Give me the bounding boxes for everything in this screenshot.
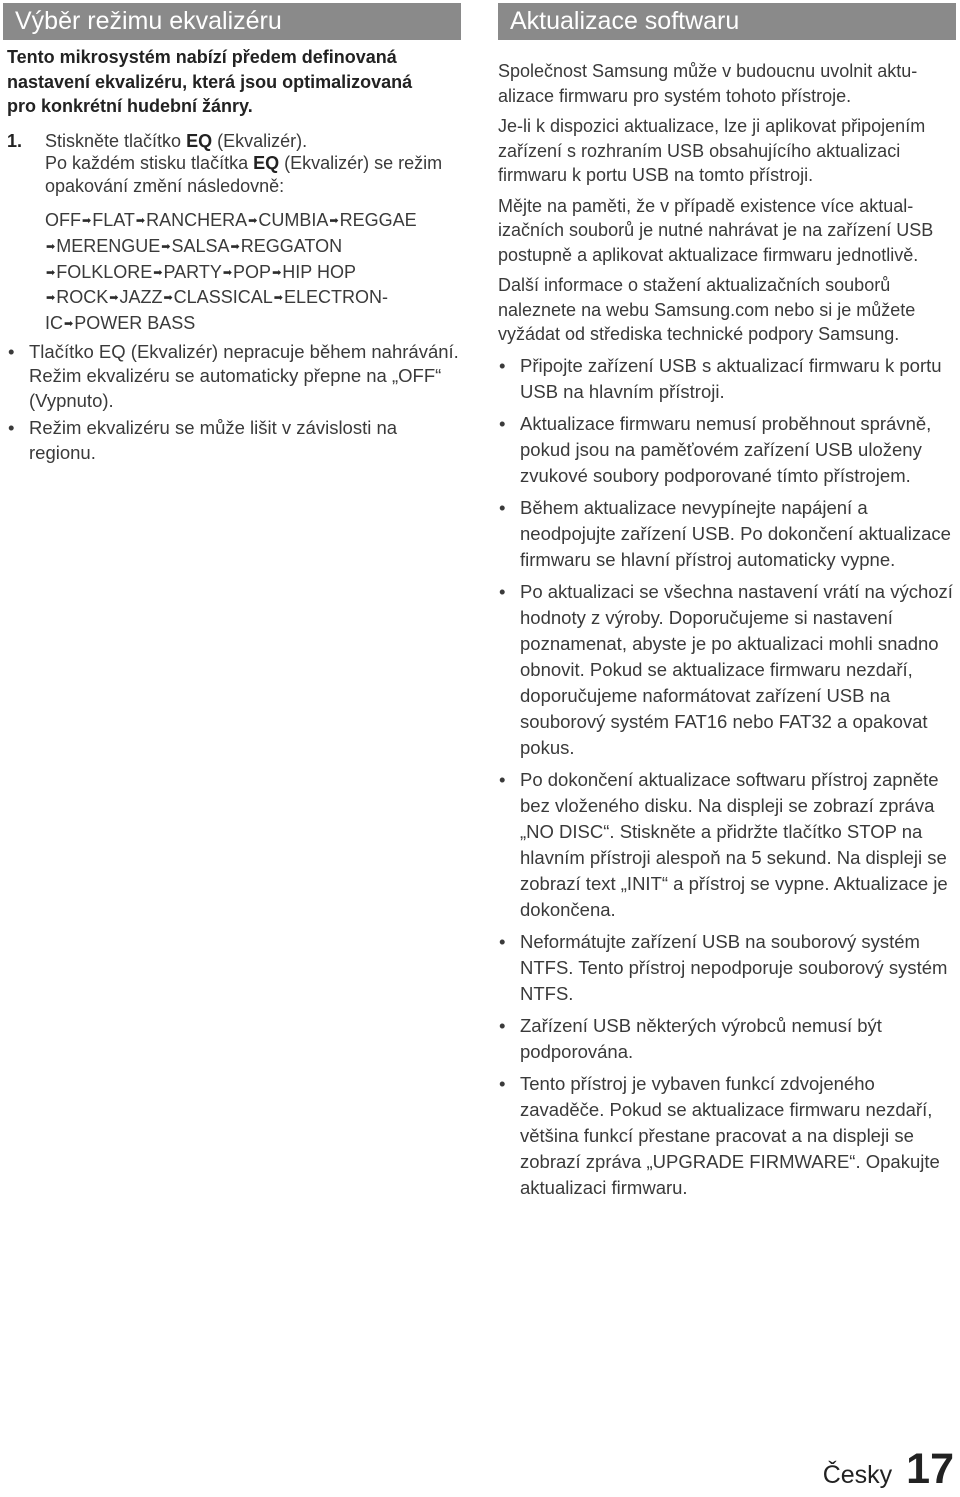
eq-key: EQ [253, 153, 280, 173]
bullet-icon: • [499, 930, 506, 952]
intro-line: nastavení ekvalizéru, která jsou optimalizovaná [7, 71, 413, 92]
arrow-right-icon: ➡ [329, 215, 339, 227]
arrow-right-icon: ➡ [230, 240, 240, 253]
step-line: Po každém stisku tlačítka EQ (Ekvalizér) se režim [45, 153, 443, 173]
list-item: • Aktualizace firmwaru nemusí proběhnout správně, pokud jsou na paměťovém zařízení USB uloženy zvukové soubory podporované tímto přístrojem. [499, 412, 932, 486]
software-update-section [498, 3, 956, 1207]
bullet-icon: • [499, 412, 506, 434]
list-item: • Během aktualizace nevypínejte napájení a neodpojujte zařízení USB. Po dokončení aktualizace firmwaru se hlavní přístroj automaticky vypne. [499, 496, 951, 570]
arrow-right-icon: ➡ [273, 292, 283, 305]
bullet-icon: • [8, 340, 15, 362]
list-item: • Po aktualizaci se všechna nastavení vrátí na výchozí hodnoty z výroby. Doporučujeme si nastavení poznamenat, abyste je po aktualizaci mohli snadno obnovit. Pokud se aktualizace firmwaru nezdaří, doporučujeme naformátovat zařízení USB na souborový systém FAT16 nebo FAT32 a opakovat pokus. [499, 580, 953, 758]
arrow-right-icon: ➡ [272, 266, 282, 279]
page-number: 17 [906, 1445, 954, 1493]
step-line: Stiskněte tlačítko EQ (Ekvalizér). [45, 130, 308, 151]
paragraph: Další informace o stažení aktualizačních souborů naleznete na webu Samsung.com nebo si je můžete vyžádat od střediska technické podpory Samsung. [498, 275, 916, 344]
mode-item: OFF [45, 210, 81, 230]
intro-line: pro konkrétní hudební žánry. [7, 96, 253, 116]
bullet-icon: • [499, 1014, 506, 1036]
arrow-right-icon: ➡ [153, 266, 163, 279]
mode-item: CLASSICAL [173, 287, 273, 308]
step-1 [7, 130, 461, 198]
bullet-icon: • [499, 1072, 506, 1094]
paragraph: Je-li k dispozici aktualizace, lze ji aplikovat připojením zařízení s rozhraním USB obsahujícího aktualizaci firmwaru k portu USB na tomto přístroji. [498, 116, 926, 185]
mode-item: FOLKLORE [56, 261, 153, 282]
sequence-line [45, 311, 461, 337]
arrow-right-icon: ➡ [222, 266, 233, 279]
mode-item: FLAT [92, 210, 135, 230]
page-footer [823, 1445, 954, 1493]
mode-item: HIP HOP [282, 261, 356, 282]
footer-language: Česky [822, 1461, 893, 1489]
mode-item: JAZZ [119, 287, 163, 308]
equalizer-section [3, 3, 461, 468]
mode-item: REGGAE [339, 210, 417, 230]
update-notes [498, 353, 956, 1201]
mode-item: POP [233, 261, 272, 282]
arrow-right-icon: ➡ [46, 292, 56, 305]
arrow-right-icon: ➡ [248, 215, 258, 227]
arrow-right-icon: ➡ [163, 292, 173, 305]
bullet-icon: • [499, 580, 506, 602]
paragraph: Společnost Samsung může v budoucnu uvolnit aktu- alizace firmwaru pro systém tohoto přístroje. [498, 61, 918, 106]
bullet-icon: • [499, 496, 506, 518]
eq-key: EQ [186, 130, 213, 151]
list-item: • Po dokončení aktualizace softwaru přístroj zapněte bez vloženého disku. Na displeji se zobrazí zpráva „NO DISC“. Stiskněte a přidržte tlačítko STOP na hlavním přístroji alespoň na 5 sekund. Na displeji se zobrazí text „INIT“ a přístroj se vypne. Aktualizace je dokončena. [499, 768, 948, 920]
list-item: • Režim ekvalizéru se může lišit v závislosti na regionu. [8, 417, 398, 463]
arrow-right-icon: ➡ [135, 215, 146, 227]
mode-item: REGGATON [240, 235, 343, 256]
step-line: opakování změní následovně: [45, 175, 285, 196]
arrow-right-icon: ➡ [46, 266, 56, 279]
list-item: • Neformátujte zařízení USB na souborový systém NTFS. Tento přístroj nepodporuje souborový systém NTFS. [499, 930, 948, 1004]
arrow-right-icon: ➡ [82, 215, 92, 227]
arrow-right-icon: ➡ [46, 240, 56, 253]
sequence-line [45, 208, 461, 234]
mode-item: ROCK [56, 287, 109, 308]
mode-item: POWER BASS [74, 313, 196, 334]
sequence-line [45, 260, 461, 286]
mode-item: CUMBIA [258, 210, 329, 230]
equalizer-notes [7, 340, 461, 466]
mode-sequence [45, 208, 461, 337]
sequence-line [45, 234, 461, 260]
list-item: • Tento přístroj je vybaven funkcí zdvojeného zavaděče. Pokud se aktualizace firmwaru nezdaří, většina funkcí přestane pracovat a na displeji se zobrazí zpráva „UPGRADE FIRMWARE“. Opakujte aktualizaci firmwaru. [499, 1072, 940, 1198]
mode-item: RANCHERA [146, 210, 248, 230]
paragraph: Mějte na paměti, že v případě existence více aktual- izačních souborů je nutné nahrávat je na zařízení USB postupně a aplikovat aktualizace firmwaru jednotlivě. [498, 195, 934, 265]
step-number: 1. [7, 130, 23, 151]
arrow-right-icon: ➡ [109, 292, 119, 305]
arrow-right-icon: ➡ [161, 240, 171, 253]
software-update-heading: Aktualizace softwaru [498, 3, 956, 40]
arrow-right-icon: ➡ [64, 318, 74, 331]
mode-item: PARTY [163, 261, 222, 282]
equalizer-heading: Výběr režimu ekvalizéru [3, 3, 461, 40]
list-item: • Připojte zařízení USB s aktualizací firmwaru k portu USB na hlavním přístroji. [499, 354, 942, 402]
sequence-line [45, 285, 461, 311]
bullet-icon: • [499, 354, 506, 376]
mode-item: ELECTRON- [283, 287, 388, 308]
mode-item: MERENGUE [56, 235, 161, 256]
mode-item: SALSA [171, 235, 230, 256]
mode-item: IC [45, 313, 63, 334]
list-item: • Tlačítko EQ (Ekvalizér) nepracuje během nahrávání. Režim ekvalizéru se automaticky přepne na „OFF“ (Vypnuto). [8, 340, 459, 411]
bullet-icon: • [499, 768, 506, 790]
list-item: • Zařízení USB některých výrobců nemusí být podporována. [499, 1014, 882, 1062]
bullet-icon: • [8, 417, 15, 439]
equalizer-intro [7, 45, 461, 119]
intro-line: Tento mikrosystém nabízí předem definovaná [7, 47, 397, 67]
